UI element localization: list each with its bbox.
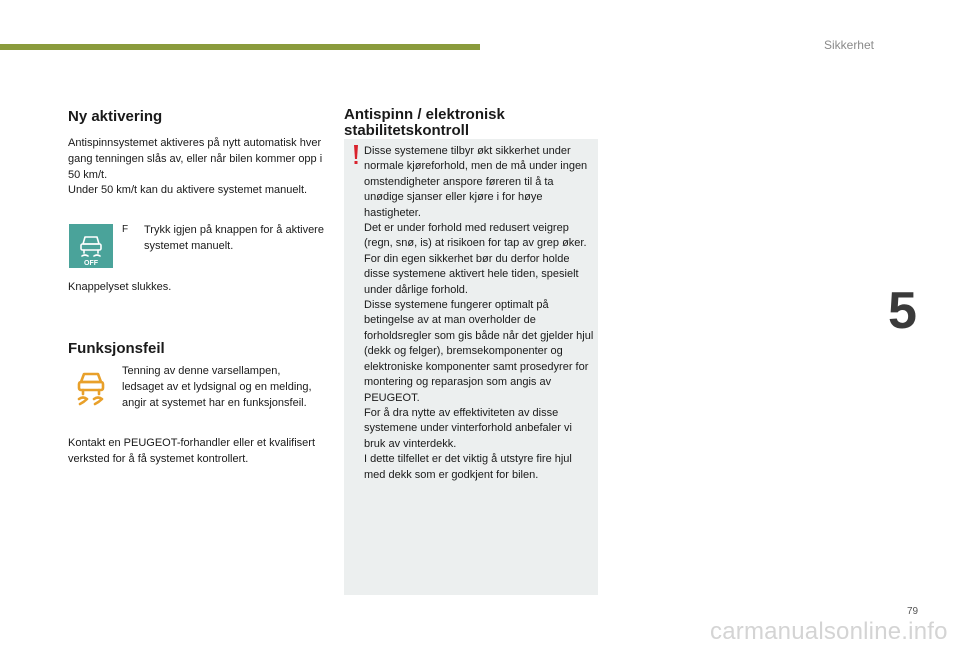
traction-off-icon — [69, 224, 113, 268]
heading-antispinn: Antispinn / elektronisk stabilitetskontroll — [344, 106, 505, 139]
bullet-marker: F — [122, 224, 129, 235]
paragraph-button-light: Knappelyset slukkes. — [68, 281, 172, 293]
page-number: 79 — [907, 606, 919, 617]
paragraph-contact-dealer: Kontakt en PEUGEOT-forhandler eller et kvalifisert verksted for å få systemet kontrollert. — [68, 437, 315, 465]
note-body: Disse systemene tilbyr økt sikkerhet under normale kjøreforhold, men de må under ingen omstendigheter anspore føreren til å ta unødige sjanser eller kjøre i for høye hastigheter. Det er under forhold med redusert veigrep (regn, snø, is) at risikoen for tap av grep øker. For din egen sikkerhet bør du derfor holde disse systemene aktivert hele tiden, spesielt under dårlige forhold. Disse systemene fungerer optimalt på betingelse av at man overholder de forholdsregler som gis både når det gjelder hjul (dekk og felger), bremsekomponenter og elektroniske komponenter samt prosedyrer for montering og reparasjon som angis av PEUGEOT. For å dra nytte av effektiviteten av disse systemene under vinterforhold anbefaler vi bruk av vinterdekk. I dette tilfellet er det viktig å utstyre fire hjul med dekk som er godkjent for bilen. — [364, 145, 594, 481]
chapter-number: 5 — [888, 282, 917, 340]
paragraph-reactivation: Antispinnsystemet aktiveres på nytt automatisk hver gang tenningen slås av, eller når bilen kommer opp i 50 km/t. — [68, 137, 323, 181]
section-label: Sikkerhet — [823, 38, 874, 52]
icon-off-label: OFF — [84, 260, 98, 267]
exclamation-icon — [352, 144, 360, 166]
bullet-text: Trykk igjen på knappen for å aktivere systemet manuelt. — [144, 224, 324, 252]
heading-funksjonsfeil: Funksjonsfeil — [68, 340, 165, 357]
watermark: carmanualsonline.info — [710, 618, 948, 645]
traction-warning-icon — [74, 368, 108, 408]
paragraph-manual: Under 50 km/t kan du aktivere systemet manuelt. — [68, 184, 308, 196]
safety-note-text — [364, 144, 596, 483]
paragraph-warning-lamp: Tenning av denne varsellampen, ledsaget av et lydsignal og en melding, angir at systemet har en funksjonsfeil. — [122, 365, 312, 409]
heading-ny-aktivering: Ny aktivering — [68, 108, 163, 125]
section-color-bar — [0, 44, 480, 50]
